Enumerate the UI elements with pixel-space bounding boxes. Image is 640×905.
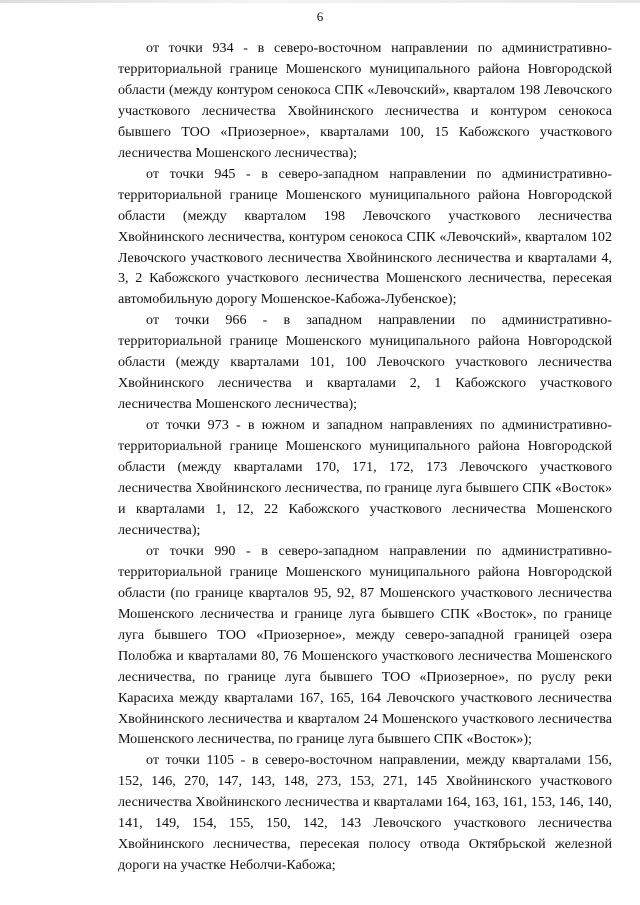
scan-top-edge [0, 0, 640, 3]
paragraph-point-934: от точки 934 - в северо-восточном направлении по административно-территориальной границе Мошенского муниципального района Новгородской области (между контуром сенокоса СПК «Левочский», кварталом 198 Левочского участкового лесничества Хвойнинского лесничества и контуром сенокоса бывшего ТОО «Приозерное», кварталами 100, 15 Кабожского участкового лесничества Мошенского лесничества); [118, 40, 612, 161]
paragraph-point-990: от точки 990 - в северо-западном направлении по административно-территориальной границе Мошенского муниципального района Новгородской области (по границе кварталов 95, 92, 87 Мошенского участкового лесничества Мошенского лесничества и границе луга бывшего СПК «Восток», по границе луга бывшего ТОО «Приозерное», между северо-западной границей озера Полобжа и кварталами 80, 76 Мошенского участкового лесничества Мошенского лесничества, по границе луга бывшего ТОО «Приозерное», по руслу реки Карасиха между кварталами 167, 165, 164 Левочского участкового лесничества Хвойнинского лесничества и кварталом 24 Мошенского участкового лесничества Мошенского лесничества, по границе луга бывшего СПК «Восток»); [118, 542, 612, 748]
paragraph-point-966: от точки 966 - в западном направлении по административно-территориальной границе Мошенского муниципального района Новгородской области (между кварталами 101, 100 Левочского участкового лесничества Хвойнинского лесничества и кварталами 2, 1 Кабожского участкового лесничества Мошенского лесничества); [118, 312, 612, 413]
paragraph-point-973: от точки 973 - в южном и западном направлениях по административно-территориальной границе Мошенского муниципального района Новгородской области (между кварталами 170, 171, 172, 173 Левочского участкового лесничества Хвойнинского лесничества, по границе луга бывшего СПК «Восток» и кварталами 1, 12, 22 Кабожского участкового лесничества Мошенского лесничества); [118, 417, 612, 538]
paragraph-point-1105: от точки 1105 - в северо-восточном направлении, между кварталами 156, 152, 146, 270, 147, 143, 148, 273, 153, 271, 145 Хвойнинского участкового лесничества Хвойнинского лесничества и кварталами 164, 163, 161, 153, 146, 140, 141, 149, 154, 155, 150, 142, 143 Левочского участкового лесничества Хвойнинского лесничества, пересекая полосу отвода Октябрьской железной дороги на участке Неболчи-Кабожа; [118, 752, 612, 874]
page-number: 6 [316, 9, 324, 24]
paragraph-point-945: от точки 945 - в северо-западном направлении по административно-территориальной границе Мошенского муниципального района Новгородской области (между кварталом 198 Левочского участкового лесничества Хвойнинского лесничества, контуром сенокоса СПК «Левочский», кварталом 102 Левочского участкового лесничества Хвойнинского лесничества и кварталами 4, 3, 2 Кабожского участкового лесничества Мошенского лесничества, пересекая автомобильную дорогу Мошенское-Кабожа-Лубенское); [118, 165, 612, 308]
document-body [118, 38, 612, 876]
